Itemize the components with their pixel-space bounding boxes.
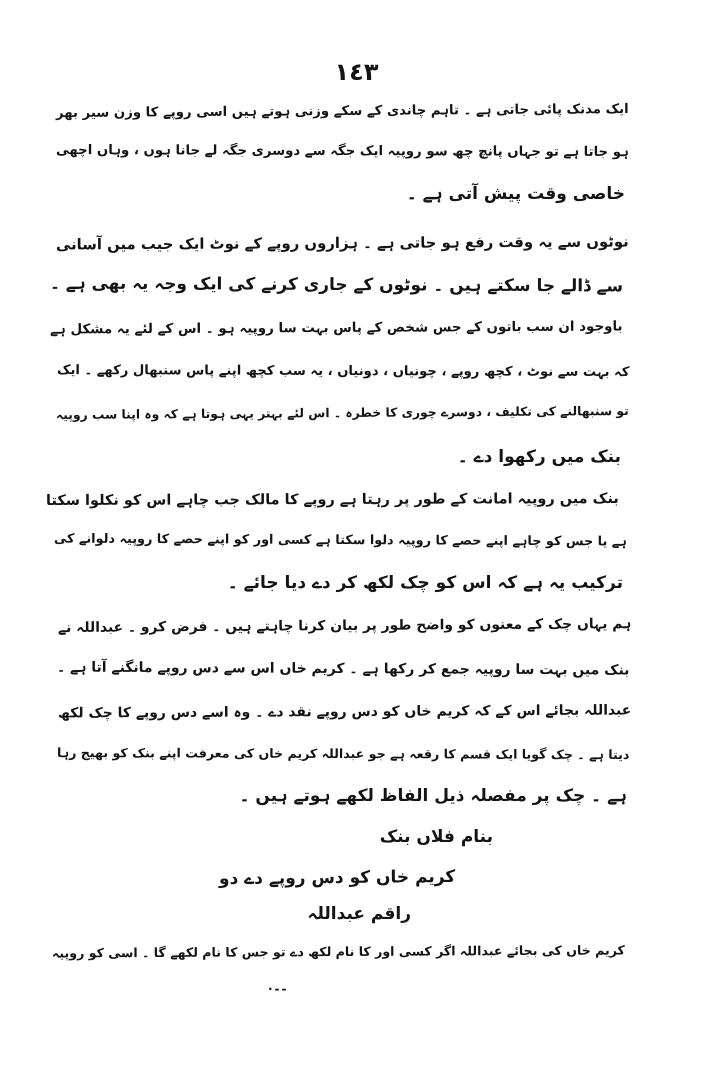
text-line: ہے یا جس کو چاہے اپنے حصے کا روپیہ دلوا سکتا ہے کسی اور کو اپنے حصے کا روپیہ دلوانے کی bbox=[54, 531, 628, 550]
text-line: ہم یہاں چک کے معنوں کو واضح طور پر بیان کرنا چاہتے ہیں ۔ فرض کرو ۔ عبداللہ نے bbox=[57, 615, 632, 637]
text-line: تو سنبھالنے کی تکلیف ، دوسرے چوری کا خطرہ ۔ اس لئے بہتر یہی ہوتا ہے کہ وہ اپنا سب روپیہ bbox=[56, 404, 630, 422]
page-mark: ·-- bbox=[268, 982, 289, 996]
cheque-instruction-line: کریم خاں کو دس روپے دے دو bbox=[218, 866, 456, 890]
cheque-bank-line: بنام فلاں بنک bbox=[379, 827, 493, 847]
text-line: دیتا ہے ۔ چک گویا ایک قسم کا رقعہ ہے جو عبداللہ کریم خاں کی معرفت اپنے بنک کو بھیج رہا bbox=[56, 745, 630, 762]
text-line: ترکیب یہ ہے کہ اس کو چک لکھ کر دے دیا جائے ۔ bbox=[227, 573, 623, 593]
text-line: ہو جاتا ہے تو جہاں پانچ چھ سو روپیہ ایک جگہ سے دوسری جگہ لے جانا ہوں ، وہاں اچھی bbox=[56, 143, 630, 160]
text-line: باوجود ان سب باتوں کے جس شخص کے پاس بہت سا روپیہ ہو ۔ اس کے لئے یہ مشکل ہے bbox=[50, 319, 624, 338]
text-line: بنک میں بہت سا روپیہ جمع کر رکھا ہے ۔ کریم خاں اس سے دس روپے مانگنے آتا ہے ۔ bbox=[56, 659, 630, 679]
text-line: نوٹوں سے یہ وقت رفع ہو جاتی ہے ۔ ہزاروں روپے کے نوٹ ایک جیب میں آسانی bbox=[56, 232, 630, 254]
page-number: ١٤٣ bbox=[334, 58, 379, 86]
text-line: خاصی وقت پیش آتی ہے ۔ bbox=[406, 184, 625, 204]
text-line: سے ڈالے جا سکتے ہیں ۔ نوٹوں کے جاری کرنے کی ایک وجہ یہ بھی ہے ۔ bbox=[49, 272, 624, 296]
text-line: ہے ۔ چک پر مفصلہ ذیل الفاظ لکھے ہوتے ہیں ۔ bbox=[239, 786, 627, 806]
text-line: بنک میں روپیہ امانت کے طور پر رہتا ہے روپے کا مالک جب چاہے اس کو نکلوا سکتا bbox=[46, 491, 620, 509]
text-line: ایک مدنک پائی جاتی ہے ۔ تاہم چاندی کے سکے وزنی ہوتے ہیں اسی روپے کا وزن سیر بھر bbox=[56, 102, 630, 121]
text-line: کہ بہت سے نوٹ ، کچھ روپے ، چونیاں ، دونیاں ، یہ سب کچھ اپنے پاس سنبھال رکھے ۔ ایک bbox=[56, 363, 630, 380]
text-line-closing: کریم خاں کی بجائے عبداللہ اگر کسی اور کا نام لکھ دے تو جس کا نام لکھے گا ۔ اسی کو روپیہ bbox=[52, 942, 626, 961]
cheque-signature-line: راقم عبداللہ bbox=[307, 904, 411, 924]
text-line: عبداللہ بجائے اس کے کہ کریم خاں کو دس روپے نقد دے ۔ وہ اسے دس روپے کا چک لکھ bbox=[57, 702, 632, 722]
text-line: بنک میں رکھوا دے ۔ bbox=[457, 447, 621, 467]
